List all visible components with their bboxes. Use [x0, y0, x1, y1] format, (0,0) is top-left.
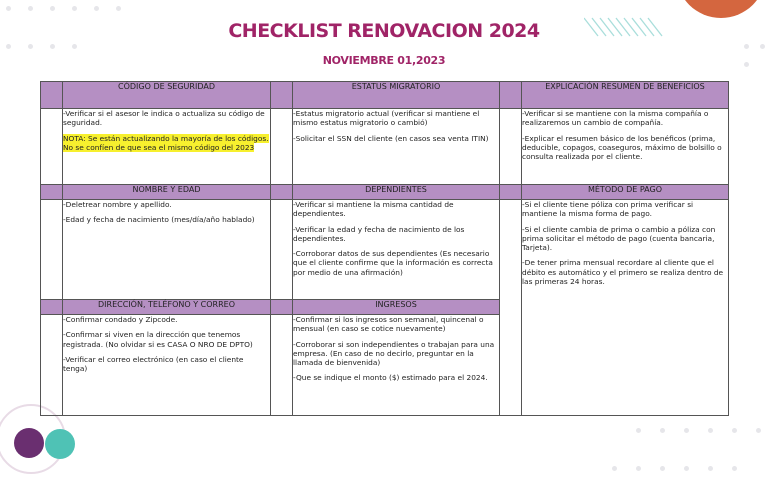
list-item: -Explicar el resumen básico de los benéficos (prima, deducible, copagos, coaseguros, máximo de bolsillo o consulta realizada por el cliente.: [522, 133, 722, 161]
content-row: [41, 200, 729, 300]
gutter-cell: [271, 300, 293, 315]
gutter-cell: [41, 185, 63, 200]
list-item: -Corroborar datos de sus dependientes (Es necesario que el cliente confirme que la información es correcta por medio de una afirmación): [293, 249, 493, 277]
list-item: -Verificar si el asesor le indica o actualiza su código de seguridad.: [63, 109, 265, 128]
gutter-cell: [271, 82, 293, 109]
gutter-cell: [41, 315, 63, 416]
gutter-cell: [41, 109, 63, 185]
content-row: [41, 109, 729, 185]
list-item: -Solicitar el SSN del cliente (en casos sea venta ITIN): [293, 133, 489, 143]
purple-circle-decoration: [14, 428, 44, 458]
list-item: -Verificar si mantiene la misma cantidad de dependientes.: [293, 200, 454, 219]
header-metodo: MÉTODO DE PAGO: [522, 185, 729, 200]
list-item: -Edad y fecha de nacimiento (mes/día/año hablado): [63, 215, 255, 225]
header-estatus: ESTATUS MIGRATORIO: [293, 82, 500, 109]
gutter-cell: [500, 200, 522, 416]
list-item: -Confirmar si viven en la dirección que tenemos registrada. (No olvidar si es CASA O NRO DE DPTO): [63, 330, 253, 349]
list-item: -Verificar el correo electrónico (en caso el cliente tenga): [63, 354, 244, 373]
list-item: -Confirmar si los ingresos son semanal, quincenal o mensual (en caso se cotice nuevamente): [293, 315, 484, 334]
cell-estatus: [293, 109, 500, 185]
gutter-cell: [500, 185, 522, 200]
header-explicacion: EXPLICACIÓN RESUMEN DE BENEFICIOS: [522, 82, 729, 109]
list-item: -Verificar la edad y fecha de nacimiento de los dependientes.: [293, 224, 465, 243]
page-subtitle: NOVIEMBRE 01,2023: [322, 54, 446, 67]
header-dependientes: DEPENDIENTES: [293, 185, 500, 200]
header-row: [41, 185, 729, 200]
highlighted-note: NOTA: Se están actualizando la mayoría de los códigos. No se confíen de que sea el mismo código del 2023: [63, 133, 269, 152]
header-nombre: NOMBRE Y EDAD: [63, 185, 271, 200]
cell-nombre: [63, 200, 271, 300]
list-item: -De tener prima mensual recordare al cliente que el débito es automático y el primero se realiza dentro de las primeras 24 horas.: [522, 258, 724, 286]
orange-decoration: [676, 0, 766, 18]
cell-ingresos: [293, 315, 500, 416]
list-item: -Si el cliente cambia de prima o cambio a póliza con prima solicitar el método de pago (cuenta bancaria, Tarjeta).: [522, 224, 716, 252]
list-item: -Verificar si se mantiene con la misma compañía o realizaremos un cambio de compañía.: [522, 109, 709, 128]
checklist-table: [40, 81, 729, 416]
gutter-cell: [500, 82, 522, 109]
list-item: -Confirmar condado y Zipcode.: [63, 315, 178, 324]
gutter-cell: [271, 185, 293, 200]
page-title: CHECKLIST RENOVACION 2024: [228, 20, 540, 42]
list-item: -Deletrear nombre y apellido.: [63, 200, 172, 209]
gutter-cell: [41, 200, 63, 300]
list-item: -Corroborar si son independientes o trabajan para una empresa. (En caso de no decirlo, preguntar en la llamada de bienvenida): [293, 339, 495, 367]
cell-metodo: [522, 200, 729, 416]
gutter-cell: [271, 109, 293, 185]
list-item: -Que se indique el monto ($) estimado para el 2024.: [293, 373, 488, 383]
gutter-cell: [271, 200, 293, 300]
header-direccion: DIRECCIÓN, TELÉFONO Y CORREO: [63, 300, 271, 315]
cell-dependientes: [293, 200, 500, 300]
gutter-cell: [271, 315, 293, 416]
gutter-cell: [500, 109, 522, 185]
list-item: -Estatus migratorio actual (verificar si mantiene el mismo estatus migratorio o cambió): [293, 109, 480, 128]
cell-direccion: [63, 315, 271, 416]
gutter-cell: [41, 300, 63, 315]
header-row: [41, 82, 729, 109]
note-text: [63, 134, 270, 153]
cell-codigo: [63, 109, 271, 185]
teal-circle-decoration: [45, 429, 75, 459]
header-ingresos: INGRESOS: [293, 300, 500, 315]
cell-explicacion: [522, 109, 729, 185]
list-item: -Si el cliente tiene póliza con prima verificar si mantiene la misma forma de pago.: [522, 200, 694, 219]
gutter-cell: [41, 82, 63, 109]
header-codigo: CÓDIGO DE SEGURIDAD: [63, 82, 271, 109]
